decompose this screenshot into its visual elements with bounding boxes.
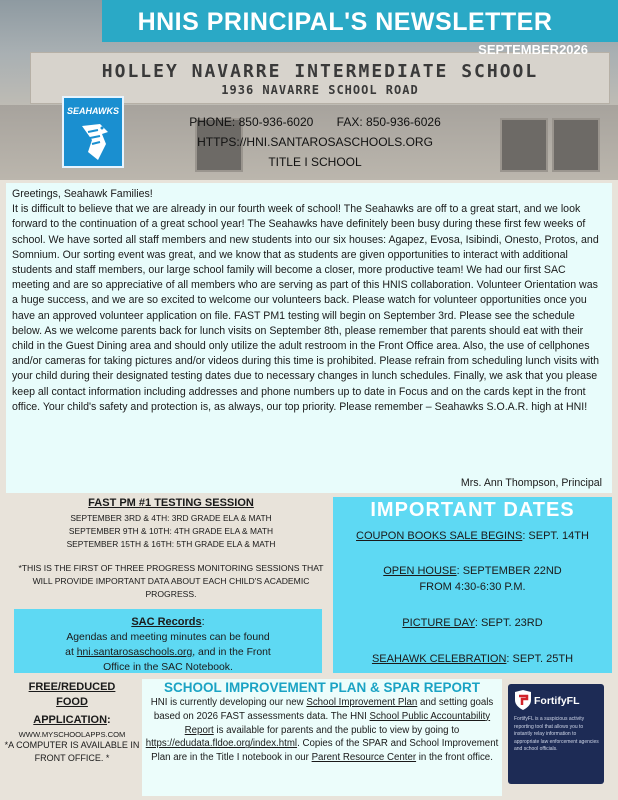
sip-link-prc[interactable]: Parent Resource Center <box>311 752 417 764</box>
seahawks-logo <box>62 96 124 168</box>
food-title-3-row <box>4 710 140 728</box>
logo-text: SEAHAWKS <box>66 106 119 116</box>
date-openhouse <box>333 565 612 577</box>
sip-text: and setting goals based on 2026 FAST assessments data. The HNI <box>153 697 494 722</box>
date-celebration-value: : SEPT. 25TH <box>506 653 574 665</box>
food-title-2: FOOD <box>56 696 88 708</box>
food-title-suffix: : <box>107 714 111 726</box>
date-picture <box>333 617 612 629</box>
fortifyfl-badge[interactable] <box>508 684 604 784</box>
fast-schedule-line: SEPTEMBER 15TH & 16TH: 5TH GRADE ELA & MATH <box>66 539 276 549</box>
fast-title: FAST PM #1 TESTING SESSION <box>88 497 254 509</box>
sac-text: at <box>65 647 77 658</box>
date-coupon-label: COUPON BOOKS SALE BEGINS <box>356 530 523 542</box>
fast-schedule-line: SEPTEMBER 3RD & 4TH: 3RD GRADE ELA & MATH <box>70 513 272 523</box>
principal-letter <box>6 183 612 493</box>
sip-link-spar[interactable]: School Public Accountability Report <box>184 710 491 736</box>
sip-text: HNI is currently developing our new <box>150 697 307 708</box>
sac-link[interactable]: hni.santarosaschools.org <box>76 647 193 658</box>
sign-school-name: HOLLEY NAVARRE INTERMEDIATE SCHOOL <box>101 61 539 82</box>
sip-link-url[interactable]: https://edudata.fldoe.org/index.html <box>145 738 298 750</box>
sac-line: Office in the SAC Notebook. <box>103 662 233 673</box>
sac-text: , and in the Front <box>192 647 271 658</box>
sac-heading <box>14 612 322 630</box>
sac-title: SAC Records <box>131 616 202 628</box>
building-window <box>552 118 600 172</box>
newsletter-date: SEPTEMBER2026 <box>478 42 588 57</box>
fortify-logo-text: FortifyFL <box>534 695 580 707</box>
important-dates <box>333 497 612 673</box>
title-one-label: TITLE I SCHOOL <box>268 155 362 169</box>
date-coupon <box>333 530 612 542</box>
fast-testing-section <box>12 497 330 607</box>
sip-text: . Copies of the SPAR and School Improvement Plan are in the Title I notebook in our <box>151 738 499 764</box>
date-picture-label: PICTURE DAY <box>402 617 475 629</box>
food-note: *A COMPUTER IS AVAILABLE IN FRONT OFFICE. * <box>4 740 140 763</box>
letter-signature: Mrs. Ann Thompson, Principal <box>460 477 602 489</box>
seahawk-icon <box>78 122 112 162</box>
building-window <box>500 118 548 172</box>
website-link[interactable]: HTTPS://HNI.SANTAROSASCHOOLS.ORG <box>197 135 433 149</box>
fortify-description: FortifyFL is a suspicious activity reporting tool that allows you to instantly relay information to appropriate law enforcement agencies and school officials. <box>514 716 599 752</box>
sip-text: is available for parents and the public to view by going to <box>213 724 460 736</box>
sip-link-plan[interactable]: School Improvement Plan <box>306 697 418 708</box>
letter-greeting: Greetings, Seahawk Families! <box>12 188 153 200</box>
food-title-3: APPLICATION <box>33 714 108 726</box>
fortify-shield-icon <box>514 690 532 710</box>
phone: PHONE: 850-936-6020 <box>189 115 314 129</box>
fax: FAX: 850-936-6026 <box>336 115 441 129</box>
sac-line <box>14 645 322 660</box>
newsletter-title: HNIS PRINCIPAL'S NEWSLETTER <box>137 8 553 36</box>
sign-road: 1936 NAVARRE SCHOOL ROAD <box>221 83 419 97</box>
sac-line: Agendas and meeting minutes can be found <box>66 632 270 643</box>
sip-title: SCHOOL IMPROVEMENT PLAN & SPAR REPORT <box>163 680 481 695</box>
sac-records <box>14 609 322 673</box>
dates-title: IMPORTANT DATES <box>370 499 575 521</box>
food-website-link[interactable]: WWW.MYSCHOOLAPPS.COM <box>18 730 126 739</box>
date-openhouse-label: OPEN HOUSE <box>383 565 457 577</box>
date-picture-value: : SEPT. 23RD <box>474 617 543 629</box>
date-celebration <box>333 653 612 665</box>
sac-title-suffix: : <box>201 616 205 628</box>
food-application <box>4 680 140 796</box>
date-openhouse-value: : SEPTEMBER 22ND <box>456 565 562 577</box>
sip-text: in the front office. <box>416 752 493 764</box>
date-celebration-label: SEAHAWK CELEBRATION <box>371 653 507 665</box>
food-title-1: FREE/REDUCED <box>28 681 116 693</box>
sip-body <box>142 696 502 765</box>
contact-info <box>150 112 480 172</box>
fast-note: *THIS IS THE FIRST OF THREE PROGRESS MONITORING SESSIONS THAT WILL PROVIDE IMPORTANT DATA ABOUT EACH CHILD'S ACADEMIC PROGRESS. <box>18 563 324 599</box>
date-coupon-value: : SEPT. 14TH <box>522 530 589 542</box>
fast-schedule-line: SEPTEMBER 9TH & 10TH: 4TH GRADE ELA & MATH <box>68 526 274 536</box>
letter-body: It is difficult to believe that we are already in our fourth week of school! The Seahawks are off to a great start, and we look forward to the continuation of a great school year! The Seahawks have definitely been busy during these first few weeks of school. We have sorted all staff members and new students into our six houses: Agapez, Evosa, Isibindi, Onesto, Protos, and Somnium. Our sorting event was great, and we know that as students are given opportunities to interact with additional students and staff members, our large school family will become a closer, more productive team! We had our first SAC meeting and are so appreciative of all members who are serving as part of this HNIS collaboration. Volunteer Orientation was a huge success, and we are so excited to welcome our volunteers back. Please watch for volunteer opportunities once you have an approved volunteer application on file. FAST PM1 testing will begin on September 3rd. Please see the schedule below. As we welcome parents back for lunch visits on September 8th, please remember that parents should eat with their child in the Guest Dining area and should only utilize the adult restroom in the Front Office area. Also, the use of cellphones and/or cameras for taking pictures and/or videos during this time is prohibited. Please refrain from scheduling lunch visits with your child during their designated testing dates due to necessary changes in lunch schedules. Finally, we ask that you please keep all contact information including addresses and phone numbers up to date in Focus and on the cards kept in the front office. Your child's safety and protection is, as always, our top priority. Please remember – Seahawks S.O.A.R. high at HNI! <box>12 203 600 413</box>
date-openhouse-time: FROM 4:30-6:30 P.M. <box>419 581 526 593</box>
school-improvement-section <box>142 679 502 796</box>
